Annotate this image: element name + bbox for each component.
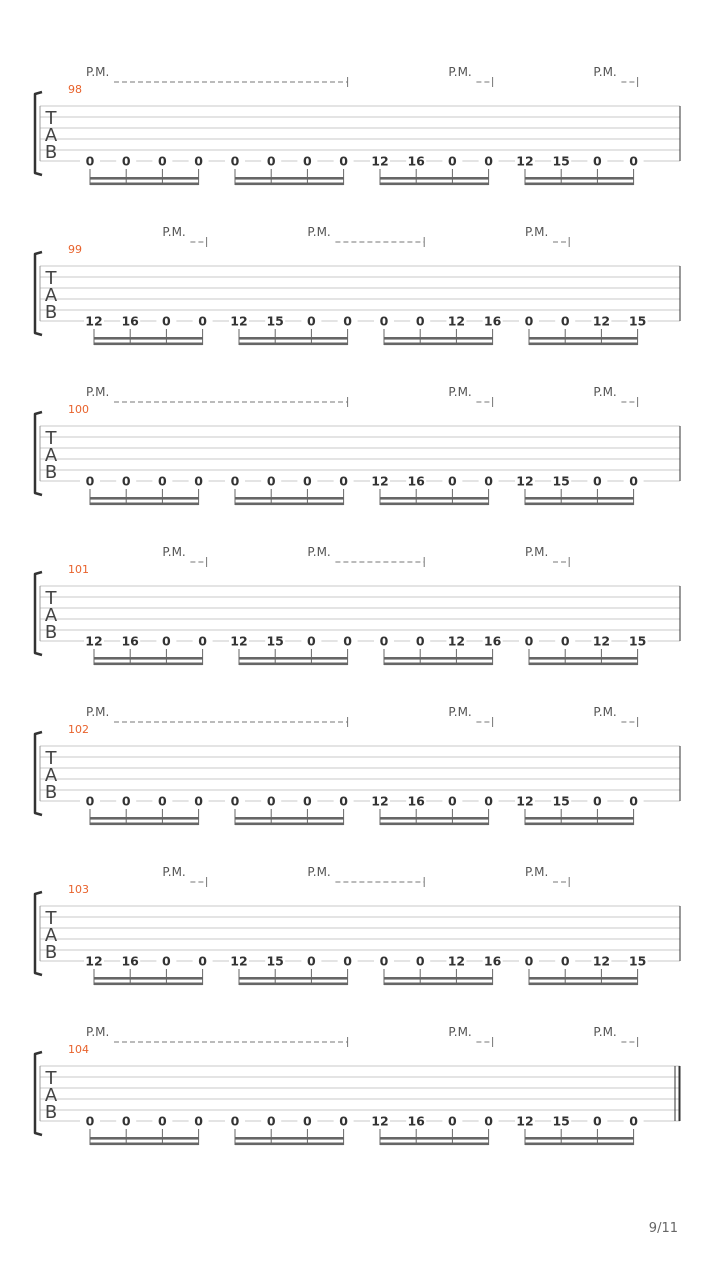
fret-number: 12 bbox=[447, 633, 466, 649]
tab-clef-letter: T bbox=[45, 1068, 57, 1089]
palm-mute-label: P.M. bbox=[307, 545, 331, 559]
beam-primary bbox=[380, 1137, 489, 1140]
fret-number: 12 bbox=[592, 633, 611, 649]
fret-number: 0 bbox=[484, 473, 493, 489]
fret-number: 0 bbox=[266, 473, 276, 489]
fret-number: 12 bbox=[516, 473, 534, 489]
fret-number: 12 bbox=[230, 953, 248, 969]
system-bracket bbox=[35, 412, 42, 495]
fret-number: 0 bbox=[629, 153, 638, 169]
beam-primary bbox=[525, 817, 634, 820]
tab-clef-letter: T bbox=[45, 748, 57, 769]
tab-clef-letter: A bbox=[44, 605, 58, 626]
tab-system bbox=[35, 865, 680, 985]
fret-number: 16 bbox=[407, 793, 425, 809]
fret-number: 0 bbox=[307, 313, 316, 329]
palm-mute-label: P.M. bbox=[525, 545, 549, 559]
beam-secondary bbox=[380, 503, 489, 506]
palm-mute-label: P.M. bbox=[86, 385, 110, 399]
fret-number: 0 bbox=[303, 153, 312, 169]
fret-number: 0 bbox=[629, 793, 638, 809]
fret-number: 15 bbox=[552, 793, 570, 809]
beam-secondary bbox=[380, 183, 489, 186]
fret-number: 15 bbox=[628, 953, 647, 969]
beam-primary bbox=[525, 497, 634, 500]
beam-secondary bbox=[90, 503, 199, 506]
fret-number: 0 bbox=[198, 313, 207, 329]
beam-secondary bbox=[235, 183, 344, 186]
palm-mute-label: P.M. bbox=[525, 225, 549, 239]
beam-primary bbox=[235, 177, 344, 180]
fret-number: 16 bbox=[407, 1113, 425, 1129]
beam-primary bbox=[384, 977, 493, 980]
beam-primary bbox=[239, 657, 348, 660]
palm-mute-label: P.M. bbox=[593, 65, 617, 79]
fret-number: 0 bbox=[524, 633, 534, 649]
beam-primary bbox=[94, 977, 203, 980]
palm-mute-label: P.M. bbox=[86, 705, 110, 719]
fret-number: 0 bbox=[560, 633, 570, 649]
fret-number: 0 bbox=[230, 153, 240, 169]
fret-number: 0 bbox=[593, 473, 602, 489]
tab-system bbox=[35, 225, 680, 345]
fret-number: 0 bbox=[230, 1113, 240, 1129]
palm-mute-label: P.M. bbox=[162, 865, 186, 879]
fret-number: 0 bbox=[524, 313, 534, 329]
fret-number: 16 bbox=[407, 153, 425, 169]
fret-number: 12 bbox=[85, 953, 103, 969]
beam-primary bbox=[94, 657, 203, 660]
fret-number: 12 bbox=[592, 313, 611, 329]
fret-number: 12 bbox=[85, 313, 103, 329]
tab-clef-letter: A bbox=[44, 125, 58, 146]
beam-secondary bbox=[90, 823, 199, 826]
system-bracket bbox=[35, 892, 42, 975]
fret-number: 0 bbox=[162, 633, 171, 649]
page-number: 9/11 bbox=[648, 1221, 678, 1236]
beam-primary bbox=[380, 177, 489, 180]
beam-primary bbox=[380, 817, 489, 820]
system-bracket bbox=[35, 252, 42, 335]
fret-number: 0 bbox=[194, 153, 203, 169]
palm-mute-label: P.M. bbox=[448, 1025, 472, 1039]
fret-number: 0 bbox=[307, 953, 316, 969]
system-bracket bbox=[35, 1052, 42, 1135]
beam-primary bbox=[90, 497, 199, 500]
measure-number: 102 bbox=[68, 723, 89, 736]
fret-number: 16 bbox=[121, 633, 139, 649]
fret-number: 0 bbox=[85, 1113, 95, 1129]
fret-number: 0 bbox=[448, 793, 457, 809]
fret-number: 0 bbox=[339, 153, 348, 169]
fret-number: 15 bbox=[266, 953, 284, 969]
fret-number: 0 bbox=[448, 153, 457, 169]
fret-number: 0 bbox=[560, 313, 570, 329]
beam-primary bbox=[90, 1137, 199, 1140]
palm-mute-label: P.M. bbox=[593, 1025, 617, 1039]
tab-system bbox=[35, 385, 680, 505]
fret-number: 0 bbox=[379, 633, 389, 649]
fret-number: 0 bbox=[379, 953, 389, 969]
beam-primary bbox=[380, 497, 489, 500]
fret-number: 0 bbox=[339, 793, 348, 809]
fret-number: 0 bbox=[194, 1113, 203, 1129]
fret-number: 0 bbox=[448, 473, 457, 489]
fret-number: 0 bbox=[593, 1113, 602, 1129]
tab-clef-letter: A bbox=[44, 765, 58, 786]
beam-secondary bbox=[235, 1143, 344, 1146]
fret-number: 0 bbox=[230, 473, 240, 489]
beam-secondary bbox=[235, 503, 344, 506]
beam-secondary bbox=[94, 343, 203, 346]
tab-system bbox=[35, 545, 680, 665]
fret-number: 12 bbox=[516, 793, 534, 809]
beam-primary bbox=[384, 337, 493, 340]
beam-primary bbox=[239, 977, 348, 980]
fret-number: 12 bbox=[516, 1113, 534, 1129]
beam-secondary bbox=[384, 983, 493, 986]
fret-number: 0 bbox=[415, 953, 425, 969]
fret-number: 0 bbox=[198, 633, 207, 649]
beam-primary bbox=[529, 657, 638, 660]
tab-system bbox=[35, 65, 680, 185]
fret-number: 16 bbox=[483, 953, 502, 969]
tab-clef-letter: A bbox=[44, 925, 58, 946]
fret-number: 0 bbox=[448, 1113, 457, 1129]
beam-secondary bbox=[380, 823, 489, 826]
tab-clef-letter: B bbox=[44, 1102, 58, 1123]
fret-number: 12 bbox=[371, 793, 389, 809]
palm-mute-label: P.M. bbox=[162, 545, 186, 559]
fret-number: 0 bbox=[303, 793, 312, 809]
beam-secondary bbox=[384, 343, 493, 346]
measure-number: 101 bbox=[68, 563, 89, 576]
beam-primary bbox=[239, 337, 348, 340]
system-bracket bbox=[35, 572, 42, 655]
beam-secondary bbox=[525, 1143, 634, 1146]
fret-number: 15 bbox=[266, 633, 284, 649]
fret-number: 12 bbox=[230, 313, 248, 329]
palm-mute-label: P.M. bbox=[593, 705, 617, 719]
fret-number: 0 bbox=[629, 473, 638, 489]
fret-number: 0 bbox=[158, 153, 167, 169]
fret-number: 15 bbox=[266, 313, 284, 329]
beam-primary bbox=[235, 497, 344, 500]
fret-number: 16 bbox=[121, 313, 139, 329]
beam-primary bbox=[525, 177, 634, 180]
palm-mute-label: P.M. bbox=[525, 865, 549, 879]
tab-system bbox=[35, 705, 680, 825]
fret-number: 0 bbox=[158, 793, 167, 809]
beam-secondary bbox=[529, 663, 638, 666]
fret-number: 0 bbox=[194, 473, 203, 489]
fret-number: 0 bbox=[121, 473, 131, 489]
fret-number: 0 bbox=[593, 793, 602, 809]
palm-mute-label: P.M. bbox=[448, 705, 472, 719]
fret-number: 16 bbox=[483, 313, 502, 329]
fret-number: 0 bbox=[121, 793, 131, 809]
tab-clef-letter: B bbox=[44, 142, 58, 163]
tab-clef-letter: B bbox=[44, 942, 58, 963]
fret-number: 0 bbox=[343, 633, 352, 649]
fret-number: 0 bbox=[560, 953, 570, 969]
fret-number: 0 bbox=[484, 1113, 493, 1129]
fret-number: 12 bbox=[230, 633, 248, 649]
fret-number: 15 bbox=[552, 1113, 570, 1129]
system-bracket bbox=[35, 732, 42, 815]
beam-secondary bbox=[94, 983, 203, 986]
tab-system bbox=[35, 1025, 680, 1145]
tab-clef-letter: A bbox=[44, 445, 58, 466]
palm-mute-label: P.M. bbox=[448, 65, 472, 79]
fret-number: 12 bbox=[371, 473, 389, 489]
tab-clef-letter: A bbox=[44, 1085, 58, 1106]
fret-number: 0 bbox=[593, 153, 602, 169]
fret-number: 0 bbox=[230, 793, 240, 809]
fret-number: 0 bbox=[266, 153, 276, 169]
fret-number: 0 bbox=[158, 473, 167, 489]
beam-secondary bbox=[239, 343, 348, 346]
beam-secondary bbox=[529, 983, 638, 986]
beam-primary bbox=[90, 817, 199, 820]
fret-number: 12 bbox=[371, 153, 389, 169]
fret-number: 0 bbox=[162, 953, 171, 969]
fret-number: 12 bbox=[516, 153, 534, 169]
fret-number: 0 bbox=[198, 953, 207, 969]
measure-number: 103 bbox=[68, 883, 89, 896]
fret-number: 0 bbox=[303, 1113, 312, 1129]
beam-secondary bbox=[90, 183, 199, 186]
beam-secondary bbox=[525, 823, 634, 826]
fret-number: 12 bbox=[447, 313, 466, 329]
beam-secondary bbox=[529, 343, 638, 346]
fret-number: 0 bbox=[339, 1113, 348, 1129]
tab-clef-letter: B bbox=[44, 302, 58, 323]
fret-number: 0 bbox=[158, 1113, 167, 1129]
fret-number: 0 bbox=[415, 633, 425, 649]
measure-number: 104 bbox=[68, 1043, 89, 1056]
fret-number: 0 bbox=[121, 153, 131, 169]
tab-clef-letter: B bbox=[44, 622, 58, 643]
fret-number: 12 bbox=[447, 953, 466, 969]
fret-number: 0 bbox=[524, 953, 534, 969]
beam-primary bbox=[529, 977, 638, 980]
fret-number: 0 bbox=[484, 153, 493, 169]
fret-number: 0 bbox=[85, 793, 95, 809]
beam-primary bbox=[529, 337, 638, 340]
fret-number: 0 bbox=[343, 313, 352, 329]
palm-mute-label: P.M. bbox=[448, 385, 472, 399]
measure-number: 100 bbox=[68, 403, 89, 416]
beam-primary bbox=[384, 657, 493, 660]
fret-number: 0 bbox=[484, 793, 493, 809]
beam-primary bbox=[235, 1137, 344, 1140]
tab-clef-letter: A bbox=[44, 285, 58, 306]
tab-clef-letter: B bbox=[44, 782, 58, 803]
fret-number: 0 bbox=[379, 313, 389, 329]
palm-mute-label: P.M. bbox=[162, 225, 186, 239]
fret-number: 16 bbox=[483, 633, 502, 649]
measure-number: 98 bbox=[68, 83, 82, 96]
fret-number: 12 bbox=[592, 953, 611, 969]
fret-number: 12 bbox=[85, 633, 103, 649]
fret-number: 0 bbox=[343, 953, 352, 969]
beam-secondary bbox=[239, 983, 348, 986]
palm-mute-label: P.M. bbox=[86, 65, 110, 79]
beam-secondary bbox=[525, 183, 634, 186]
palm-mute-label: P.M. bbox=[86, 1025, 110, 1039]
fret-number: 15 bbox=[552, 473, 570, 489]
palm-mute-label: P.M. bbox=[307, 225, 331, 239]
fret-number: 0 bbox=[121, 1113, 131, 1129]
fret-number: 0 bbox=[85, 473, 95, 489]
tab-clef-letter: T bbox=[45, 268, 57, 289]
beam-secondary bbox=[239, 663, 348, 666]
beam-secondary bbox=[94, 663, 203, 666]
palm-mute-label: P.M. bbox=[593, 385, 617, 399]
beam-primary bbox=[90, 177, 199, 180]
fret-number: 0 bbox=[415, 313, 425, 329]
fret-number: 12 bbox=[371, 1113, 389, 1129]
tab-clef-letter: B bbox=[44, 462, 58, 483]
tab-clef-letter: T bbox=[45, 908, 57, 929]
fret-number: 0 bbox=[266, 793, 276, 809]
fret-number: 16 bbox=[121, 953, 139, 969]
system-bracket bbox=[35, 92, 42, 175]
fret-number: 15 bbox=[552, 153, 570, 169]
fret-number: 0 bbox=[266, 1113, 276, 1129]
beam-secondary bbox=[525, 503, 634, 506]
fret-number: 16 bbox=[407, 473, 425, 489]
fret-number: 0 bbox=[85, 153, 95, 169]
fret-number: 0 bbox=[339, 473, 348, 489]
beam-secondary bbox=[90, 1143, 199, 1146]
fret-number: 0 bbox=[629, 1113, 638, 1129]
measure-number: 99 bbox=[68, 243, 82, 256]
tab-clef-letter: T bbox=[45, 428, 57, 449]
fret-number: 0 bbox=[303, 473, 312, 489]
beam-secondary bbox=[235, 823, 344, 826]
beam-secondary bbox=[384, 663, 493, 666]
beam-primary bbox=[525, 1137, 634, 1140]
beam-secondary bbox=[380, 1143, 489, 1146]
tab-clef-letter: T bbox=[45, 108, 57, 129]
beam-primary bbox=[235, 817, 344, 820]
palm-mute-label: P.M. bbox=[307, 865, 331, 879]
fret-number: 15 bbox=[628, 633, 647, 649]
fret-number: 0 bbox=[194, 793, 203, 809]
fret-number: 0 bbox=[162, 313, 171, 329]
fret-number: 0 bbox=[307, 633, 316, 649]
tab-clef-letter: T bbox=[45, 588, 57, 609]
fret-number: 15 bbox=[628, 313, 647, 329]
beam-primary bbox=[94, 337, 203, 340]
